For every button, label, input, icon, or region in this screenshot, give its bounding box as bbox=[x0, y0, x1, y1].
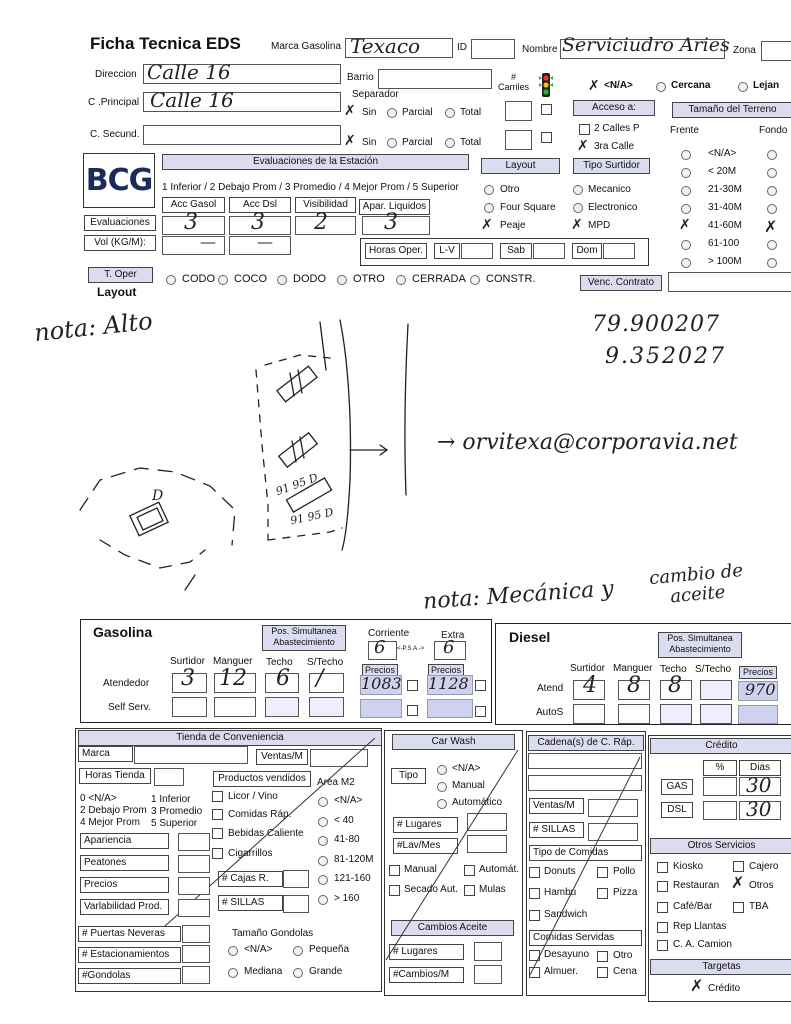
otros-otros-label: Otros bbox=[749, 880, 774, 891]
nombre-value: Serviciudro Aries bbox=[562, 34, 730, 56]
credito-header: Crédito bbox=[650, 738, 791, 754]
cadena-pizza-label: Pizza bbox=[613, 887, 638, 898]
otros-kiosko-label: Kiosko bbox=[673, 861, 704, 872]
cadena-sandwich-label: Sandwich bbox=[544, 909, 588, 920]
sin-label-1: Sin bbox=[362, 107, 377, 118]
horas-sab-label: Sab bbox=[500, 243, 532, 259]
surtidor-mpd-check[interactable]: ✗ bbox=[571, 217, 583, 233]
zona-label: Zona bbox=[733, 45, 756, 56]
venc-contrato-field[interactable] bbox=[668, 272, 791, 292]
eval-value-3: 2 bbox=[314, 210, 328, 235]
lejana-label: Lejan bbox=[753, 80, 780, 91]
lejana-radio[interactable] bbox=[738, 82, 748, 92]
frente-option-radio[interactable] bbox=[681, 168, 691, 178]
producto-label: Cigarrillos bbox=[228, 848, 273, 859]
toper-option-label: CONSTR. bbox=[486, 273, 536, 285]
venc-contrato-label: Venc. Contrato bbox=[580, 275, 662, 291]
eval-col-acc-dsl: Acc Dsl bbox=[229, 197, 291, 213]
gas-manguer-value: 12 bbox=[219, 666, 247, 691]
toper-option-radio[interactable] bbox=[277, 275, 287, 285]
fondo-41-60-check[interactable]: ✗ bbox=[764, 217, 778, 236]
layout-four-label: Four Square bbox=[500, 202, 556, 213]
producto-check[interactable] bbox=[212, 809, 223, 820]
zona-field[interactable] bbox=[761, 41, 791, 61]
terreno-option-label: 21-30M bbox=[708, 184, 742, 195]
toper-option-radio[interactable] bbox=[337, 275, 347, 285]
total-radio-1[interactable] bbox=[445, 108, 455, 118]
frente-option-radio[interactable] bbox=[681, 258, 691, 268]
id-label: ID bbox=[457, 42, 467, 53]
gas-precio-1: 1083 bbox=[361, 674, 402, 693]
credito-dsl-pct[interactable] bbox=[703, 801, 737, 820]
eval-col-apar-liquidos: Apar. Liquidos bbox=[359, 199, 430, 215]
sin-label-2: Sin bbox=[362, 137, 377, 148]
carriles-check-2[interactable] bbox=[541, 132, 552, 143]
credito-dsl-label: DSL bbox=[661, 802, 693, 818]
tienda-scale-e: 4 Mejor Prom bbox=[80, 817, 141, 828]
credito-gas-pct[interactable] bbox=[703, 777, 737, 796]
otros-llantas-check[interactable] bbox=[657, 922, 668, 933]
barrio-label: Barrio bbox=[347, 72, 374, 83]
horas-lv-field[interactable] bbox=[461, 243, 493, 259]
gas-self-check-2[interactable] bbox=[475, 706, 486, 717]
producto-check[interactable] bbox=[212, 828, 223, 839]
eval-value-2: 3 bbox=[251, 210, 265, 235]
gasolina-possim: Pos. Simultanea Abastecimiento bbox=[262, 625, 346, 651]
cambios-header: Cambios Aceite bbox=[391, 920, 514, 936]
toper-option-label: CODO bbox=[182, 273, 215, 285]
tienda-scale-a: 0 <N/A> bbox=[80, 793, 117, 804]
producto-label: Comidas Ráp. bbox=[228, 809, 292, 820]
credito-gas-dias-value: 30 bbox=[746, 773, 772, 797]
tienda-gondolas-label: #Gondolas bbox=[78, 968, 181, 984]
tienda-estacionamientos-label: # Estacionamientos bbox=[78, 947, 181, 963]
fondo-option-radio[interactable] bbox=[767, 240, 777, 250]
gas-self-check-1[interactable] bbox=[407, 705, 418, 716]
gas-techo-value: 6 bbox=[276, 666, 290, 691]
credito-gas-label: GAS bbox=[661, 779, 693, 795]
gas-precios-label-2: Precios bbox=[428, 664, 464, 677]
parcial-radio-2[interactable] bbox=[387, 138, 397, 148]
area-option-radio[interactable] bbox=[318, 836, 328, 846]
gas-self-precio-2[interactable] bbox=[427, 699, 473, 718]
otros-otros-check[interactable]: ✗ bbox=[731, 873, 745, 892]
toper-option-label: OTRO bbox=[353, 273, 385, 285]
coord-2: 9.352027 bbox=[605, 344, 726, 369]
toper-option-radio[interactable] bbox=[166, 275, 176, 285]
layout-label: Layout bbox=[97, 285, 137, 299]
horas-dom-field[interactable] bbox=[603, 243, 635, 259]
otros-cafe-check[interactable] bbox=[657, 902, 668, 913]
gas-surtidor-value: 3 bbox=[181, 666, 195, 691]
calles2-check[interactable] bbox=[579, 124, 590, 135]
horas-dom-label: Dom bbox=[572, 243, 602, 259]
terreno-option-label: > 100M bbox=[708, 256, 742, 267]
area-option-label: 121-160 bbox=[334, 873, 371, 884]
toper-option-label: CERRADA bbox=[412, 273, 466, 285]
dsl-stecho-field[interactable] bbox=[700, 680, 732, 700]
cadena-almuer-label: Almuer. bbox=[544, 966, 578, 977]
acceso-header: Acceso a: bbox=[573, 100, 655, 116]
tienda-scale-b: 1 Inferior bbox=[151, 794, 191, 805]
carriles-field-1[interactable] bbox=[505, 101, 532, 121]
fondo-option-radio[interactable] bbox=[767, 186, 777, 196]
gas-extra-label: Extra bbox=[441, 630, 465, 641]
otros-tba-label: TBA bbox=[749, 901, 769, 912]
carwash-strike bbox=[384, 730, 524, 994]
tienda-eval-field[interactable] bbox=[178, 833, 210, 851]
carriles-label: # Carriles bbox=[498, 72, 530, 92]
cadena-pollo-label: Pollo bbox=[613, 866, 636, 877]
gas-col-manguer: Manguer bbox=[213, 656, 253, 667]
area-option-label: <N/A> bbox=[334, 795, 363, 806]
tienda-marca-label: Marca bbox=[78, 746, 133, 762]
layout-four-radio[interactable] bbox=[484, 203, 494, 213]
surtidor-electronico-label: Electronico bbox=[588, 202, 638, 213]
diesel-possim: Pos. Simultanea Abastecimiento bbox=[658, 632, 742, 658]
carwash-na-label: <N/A> bbox=[452, 763, 481, 774]
tienda-scale-d: 3 Promedio bbox=[151, 806, 203, 817]
gas-self-techo[interactable] bbox=[265, 697, 299, 717]
form-title: Ficha Tecnica EDS bbox=[90, 34, 241, 53]
frente-option-radio[interactable] bbox=[681, 240, 691, 250]
cadena-otro-label: Otro bbox=[613, 950, 633, 961]
total-label-2: Total bbox=[460, 137, 482, 148]
gas-stecho-value: / bbox=[316, 666, 324, 691]
cadena-strike bbox=[526, 731, 646, 995]
total-radio-2[interactable] bbox=[445, 138, 455, 148]
gond-mediana-label: Mediana bbox=[244, 966, 283, 977]
tienda-eval-field[interactable] bbox=[178, 899, 210, 917]
fondo-option-radio[interactable] bbox=[767, 150, 777, 160]
calle3-label: 3ra Calle bbox=[594, 141, 635, 152]
tienda-sillas-label: # SILLAS bbox=[218, 895, 283, 911]
layout-otro-label: Otro bbox=[500, 184, 520, 195]
separador-label: Separador bbox=[352, 89, 399, 100]
area-option-radio[interactable] bbox=[318, 856, 328, 866]
tienda-scale-f: 5 Superior bbox=[151, 818, 198, 829]
gas-psa: <-P.S.A.-> bbox=[397, 646, 425, 652]
gas-precios-label-1: Precios bbox=[362, 664, 398, 677]
gas-atendedor-label: Atendedor bbox=[103, 678, 150, 689]
producto-check[interactable] bbox=[212, 791, 223, 802]
fondo-label: Fondo bbox=[759, 125, 788, 136]
dsl-precios-label: Precios bbox=[739, 666, 777, 679]
parcial-label-2: Parcial bbox=[402, 137, 433, 148]
terreno-option-label: < 20M bbox=[708, 166, 737, 177]
dsl-precio-value: 970 bbox=[745, 680, 776, 699]
cadena-header: Cadena(s) de C. Ráp. bbox=[528, 735, 644, 751]
cadena-cena-label: Cena bbox=[613, 966, 637, 977]
gas-col-surtidor: Surtidor bbox=[170, 656, 206, 667]
targetas-credito-check[interactable]: ✗ bbox=[690, 976, 704, 995]
credito-dias-label: Dias bbox=[739, 760, 781, 776]
tienda-ventas-label: Ventas/M bbox=[256, 749, 308, 765]
gas-corriente-label: Corriente bbox=[368, 628, 410, 639]
cadena-hambu-label: Hambu bbox=[544, 887, 577, 898]
toper-option-label: COCO bbox=[234, 273, 267, 285]
area-option-label: < 40 bbox=[334, 815, 354, 826]
gond-na-label: <N/A> bbox=[244, 944, 273, 955]
traffic-light-icon bbox=[538, 72, 554, 101]
gas-self-stecho[interactable] bbox=[309, 697, 344, 717]
area-option-label: > 160 bbox=[334, 893, 360, 904]
dsl-manguer-value: 8 bbox=[627, 673, 641, 698]
cadena-donuts-label: Donuts bbox=[544, 866, 576, 877]
marca-value: Texaco bbox=[350, 34, 421, 58]
note-mecanica: nota: Mecánica y bbox=[422, 576, 615, 615]
toper-label: T. Oper bbox=[88, 267, 153, 283]
pump-label-1: 91 95 D bbox=[274, 470, 320, 499]
surtidor-header: Tipo Surtidor bbox=[573, 158, 650, 174]
terreno-option-label: <N/A> bbox=[708, 148, 737, 159]
parcial-radio-1[interactable] bbox=[387, 108, 397, 118]
direccion-value: Calle 16 bbox=[147, 60, 231, 84]
bcg-logo: BCG bbox=[83, 153, 155, 208]
carwash-mulas-label: Mulas bbox=[479, 884, 506, 895]
dsl-autos-stecho[interactable] bbox=[700, 704, 732, 724]
otros-cajero-check[interactable] bbox=[733, 861, 744, 872]
gasolina-title: Gasolina bbox=[93, 624, 153, 640]
pump-label-2: 91 95 D bbox=[289, 505, 335, 528]
dsl-autos-surtidor[interactable] bbox=[573, 704, 605, 724]
horas-sab-field[interactable] bbox=[533, 243, 565, 259]
horas-lv-label: L-V bbox=[434, 243, 460, 259]
surtidor-mpd-label: MPD bbox=[588, 220, 611, 231]
producto-check[interactable] bbox=[212, 848, 223, 859]
otros-cajero-label: Cajero bbox=[749, 861, 779, 872]
dsl-col-stecho: S/Techo bbox=[695, 664, 732, 675]
producto-label: Bebidas Caliente bbox=[228, 828, 304, 839]
frente-option-radio[interactable] bbox=[681, 186, 691, 196]
gas-self-precio-1[interactable] bbox=[360, 699, 402, 718]
eval-value-4: 3 bbox=[384, 210, 398, 235]
terreno-option-label: 41-60M bbox=[708, 220, 742, 231]
toper-option-radio[interactable] bbox=[396, 275, 406, 285]
eval-row-evaluaciones: Evaluaciones bbox=[84, 215, 156, 231]
carwash-tipo-label: Tipo bbox=[391, 768, 426, 784]
gas-precio-check-1[interactable] bbox=[407, 680, 418, 691]
targetas-credito-label: Crédito bbox=[708, 983, 741, 994]
na-proximity-check[interactable]: ✗ bbox=[588, 78, 600, 94]
fondo-option-radio[interactable] bbox=[767, 168, 777, 178]
tienda-header: Tienda de Conveniencia bbox=[78, 730, 382, 746]
toper-option-radio[interactable] bbox=[470, 275, 480, 285]
area-option-radio[interactable] bbox=[318, 875, 328, 885]
carwash-header: Car Wash bbox=[392, 734, 515, 750]
dsl-col-surtidor: Surtidor bbox=[570, 663, 606, 674]
terreno-header: Tamaño del Terreno bbox=[672, 102, 791, 118]
dsl-atend-label: Atend bbox=[537, 683, 564, 694]
eval-scale: 1 Inferior / 2 Debajo Prom / 3 Promedio / 4 Mejor Prom / 5 Superior bbox=[162, 182, 459, 193]
dsl-techo-value: 8 bbox=[668, 673, 682, 698]
dsl-col-manguer: Manguer bbox=[613, 663, 653, 674]
gas-precio-2: 1128 bbox=[428, 674, 469, 693]
id-field[interactable] bbox=[471, 39, 515, 59]
eval-col-acc-gasol: Acc Gasol bbox=[162, 197, 225, 213]
credito-dsl-dias-value: 30 bbox=[746, 797, 772, 821]
otros-llantas-label: Rep Llantas bbox=[673, 921, 727, 932]
csecund-field[interactable] bbox=[143, 125, 341, 145]
carriles-field-2[interactable] bbox=[505, 130, 532, 150]
evaluaciones-header: Evaluaciones de la Estación bbox=[162, 154, 469, 170]
gas-extra-value: 6 bbox=[443, 637, 455, 658]
area-option-label: 41-80 bbox=[334, 834, 360, 845]
terreno-option-label: 31-40M bbox=[708, 202, 742, 213]
gas-corriente-value: 6 bbox=[374, 637, 386, 658]
otros-restauran-label: Restauran bbox=[673, 880, 720, 891]
cambios-cambios-label: #Cambios/M bbox=[389, 967, 464, 983]
fondo-option-radio[interactable] bbox=[767, 204, 777, 214]
dsl-autos-label: AutoS bbox=[536, 707, 564, 718]
tienda-puertas-label: # Puertas Neveras bbox=[78, 926, 181, 942]
tienda-eval-label: Peatones bbox=[80, 855, 169, 871]
surtidor-electronico-radio[interactable] bbox=[573, 203, 583, 213]
cambios-lugares-label: # Lugares bbox=[389, 944, 464, 960]
carwash-auto-label: Automático bbox=[452, 797, 503, 808]
csecund-label: C. Secund. bbox=[90, 129, 140, 140]
coord-1: 79.900207 bbox=[592, 312, 720, 337]
surtidor-mecanico-label: Mecanico bbox=[588, 184, 631, 195]
tienda-eval-label: Apariencia bbox=[80, 833, 169, 849]
otros-tba-check[interactable] bbox=[733, 902, 744, 913]
carwash-manual-chk-label: Manual bbox=[404, 864, 437, 875]
gond-pequena-label: Pequeña bbox=[309, 944, 350, 955]
gas-precio-check-2[interactable] bbox=[475, 680, 486, 691]
area-option-radio[interactable] bbox=[318, 817, 328, 827]
gond-grande-label: Grande bbox=[309, 966, 343, 977]
frente-41-60-check[interactable]: ✗ bbox=[679, 217, 691, 233]
producto-label: Licor / Vino bbox=[228, 791, 278, 802]
cprincipal-value: Calle 16 bbox=[150, 88, 234, 112]
parcial-label-1: Parcial bbox=[402, 107, 433, 118]
direccion-label: Direccion bbox=[95, 69, 137, 80]
tienda-eval-label: Precios bbox=[80, 877, 169, 893]
nombre-label: Nombre bbox=[522, 44, 558, 55]
toper-option-label: DODO bbox=[293, 273, 326, 285]
carriles-text: Carriles bbox=[498, 82, 530, 92]
sin-check-2[interactable]: ✗ bbox=[344, 133, 356, 149]
barrio-field[interactable] bbox=[378, 69, 492, 89]
eval-row-vol: Vol (KG/M): bbox=[84, 235, 156, 251]
dsl-autos-precio[interactable] bbox=[738, 705, 778, 724]
calles2-label: 2 Calles P bbox=[594, 123, 640, 134]
gas-self-manguer[interactable] bbox=[214, 697, 256, 717]
fondo-option-radio[interactable] bbox=[767, 258, 777, 268]
tienda-scale-c: 2 Debajo Prom bbox=[80, 805, 147, 816]
gas-col-techo: Techo bbox=[266, 657, 293, 668]
surtidor-mecanico-radio[interactable] bbox=[573, 185, 583, 195]
tienda-tam-gondolas: Tamaño Gondolas bbox=[232, 928, 314, 939]
carwash-autom-label: Automát. bbox=[479, 864, 520, 875]
layout-header: Layout bbox=[481, 158, 560, 174]
horas-label: Horas Oper. bbox=[365, 243, 427, 259]
total-label-1: Total bbox=[460, 107, 482, 118]
credito-pct-label: % bbox=[703, 760, 737, 776]
otros-cafe-label: Café/Bar bbox=[673, 901, 713, 912]
diesel-title: Diesel bbox=[509, 629, 551, 645]
otros-camion-label: C. A. Camion bbox=[673, 939, 732, 950]
cprincipal-label: C .Principal bbox=[88, 97, 140, 108]
dsl-autos-techo[interactable] bbox=[660, 704, 692, 724]
cadena-tipo-header: Tipo de Comidas bbox=[529, 845, 642, 861]
terreno-option-label: 61-100 bbox=[708, 238, 740, 249]
eval-value-1: 3 bbox=[184, 210, 198, 235]
otros-header: Otros Servicios bbox=[650, 838, 791, 854]
carwash-lavmes-label: #Lav/Mes bbox=[393, 838, 458, 854]
tienda-area-label: Area M2 bbox=[317, 777, 355, 788]
tienda-eval-field[interactable] bbox=[178, 877, 210, 895]
carwash-secado-label: Secado Aut. bbox=[404, 884, 458, 895]
vol-value-2: — bbox=[257, 232, 273, 251]
layout-otro-radio[interactable] bbox=[484, 185, 494, 195]
toper-option-radio[interactable] bbox=[218, 275, 228, 285]
frente-option-radio[interactable] bbox=[681, 150, 691, 160]
cadena-servidas-header: Comidas Servidas bbox=[529, 930, 642, 946]
frente-label: Frente bbox=[670, 125, 699, 136]
area-option-radio[interactable] bbox=[318, 797, 328, 807]
carwash-manual-label: Manual bbox=[452, 780, 485, 791]
note-cambio-aceite: cambio de aceite bbox=[648, 559, 744, 608]
pump-label-0: D bbox=[152, 488, 164, 504]
area-option-label: 81-120M bbox=[334, 854, 374, 865]
layout-peaje-check[interactable]: ✗ bbox=[481, 217, 493, 233]
tienda-productos-label: Productos vendidos bbox=[213, 771, 311, 787]
eval-col-visibilidad: Visibilidad bbox=[295, 197, 356, 213]
tienda-eval-label: Varlabilidad Prod. bbox=[80, 899, 169, 915]
layout-peaje-label: Peaje bbox=[500, 220, 526, 231]
carwash-lugares-label: # Lugares bbox=[393, 817, 458, 833]
targetas-header: Targetas bbox=[650, 959, 791, 975]
gas-self-label: Self Serv. bbox=[108, 702, 151, 713]
tienda-eval-field[interactable] bbox=[178, 855, 210, 873]
area-option-radio[interactable] bbox=[318, 895, 328, 905]
dsl-col-techo: Techo bbox=[660, 664, 687, 675]
sin-check-1[interactable]: ✗ bbox=[344, 103, 356, 119]
gas-stecho-field[interactable] bbox=[309, 673, 344, 693]
cercana-radio[interactable] bbox=[656, 82, 666, 92]
calle3-check[interactable]: ✗ bbox=[577, 138, 589, 154]
otros-camion-check[interactable] bbox=[657, 940, 668, 951]
tienda-horas-label: Horas Tienda bbox=[79, 768, 151, 784]
gas-self-surtidor[interactable] bbox=[172, 697, 207, 717]
cadena-sillas-label: # SILLAS bbox=[529, 822, 584, 838]
na-proximity-label: <N/A> bbox=[604, 80, 633, 91]
frente-option-radio[interactable] bbox=[681, 204, 691, 214]
tienda-cajas-label: # Cajas R. bbox=[218, 871, 283, 887]
cadena-ventas-label: Ventas/M bbox=[529, 798, 584, 814]
cercana-label: Cercana bbox=[671, 80, 711, 91]
vol-value-1: — bbox=[200, 232, 216, 251]
carriles-check-1[interactable] bbox=[541, 104, 552, 115]
marca-label: Marca Gasolina bbox=[271, 41, 342, 52]
dsl-surtidor-value: 4 bbox=[583, 673, 597, 698]
email-note: → orvitexa@corporavia.net bbox=[437, 430, 738, 455]
cadena-desayuno-label: Desayuno bbox=[544, 949, 590, 960]
note-alto: nota: Alto bbox=[32, 306, 154, 348]
dsl-autos-manguer[interactable] bbox=[618, 704, 650, 724]
gas-col-stecho: S/Techo bbox=[307, 657, 344, 668]
otros-restauran-check[interactable] bbox=[657, 881, 668, 892]
otros-kiosko-check[interactable] bbox=[657, 862, 668, 873]
